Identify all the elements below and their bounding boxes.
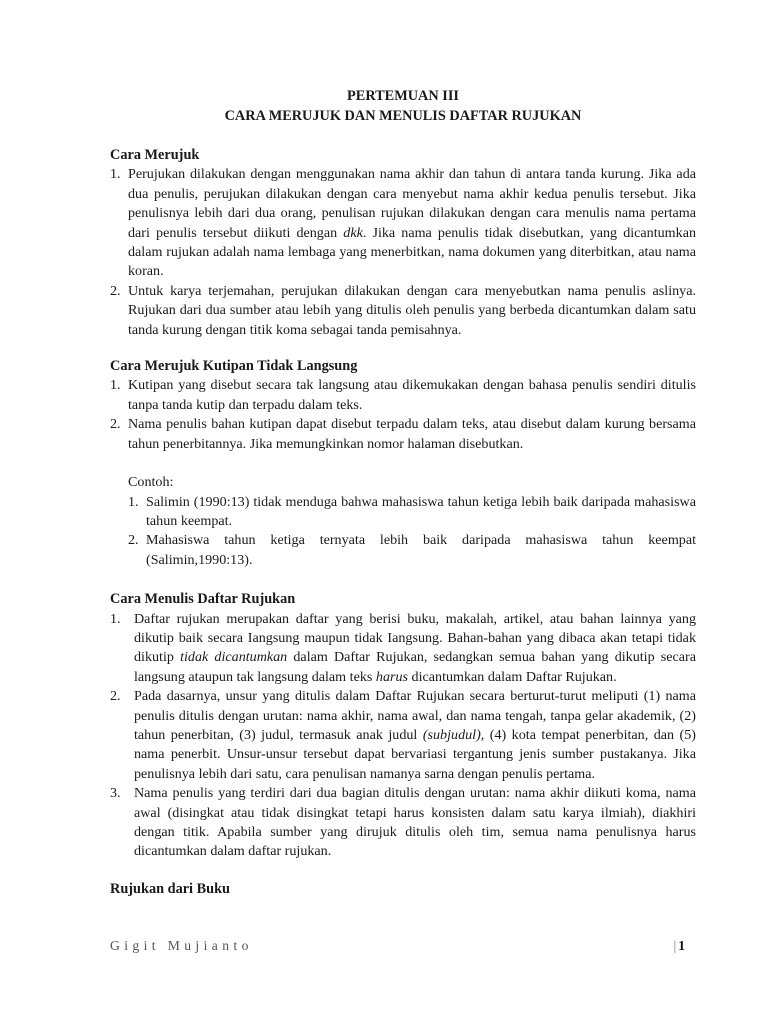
list-text: (4) kota tempat penerbitan, dan (5) nama penerbit. Unsur-unsur tersebut dapat bervariasi tergantung jenis sumber pustakanya. Jika penulisnya lebih dari satu, cara penulisan namanya sarna dengan penulis pertama. bbox=[134, 726, 696, 782]
list-number: 1. bbox=[110, 166, 121, 183]
list-text: dalam Daftar Rujukan, sedangkan semua bahan yang dikutip secara langsung ataupun tak langsung dalam teks bbox=[134, 649, 696, 685]
example-block bbox=[128, 473, 696, 570]
list-number: 1. bbox=[110, 377, 121, 394]
list-item bbox=[110, 165, 696, 281]
list-item bbox=[110, 415, 696, 454]
list-text: Mahasiswa tahun ketiga ternyata lebih baik daripada mahasiswa tahun keempat (Salimin,1990:13). bbox=[146, 532, 696, 568]
page-number bbox=[673, 938, 685, 954]
footer-author: Gigit Mujianto bbox=[110, 938, 253, 953]
section-heading: Rujukan dari Buku bbox=[110, 880, 230, 897]
section-rujukan-buku bbox=[110, 880, 696, 899]
section-daftar-rujukan bbox=[110, 590, 696, 862]
list-item bbox=[110, 784, 696, 862]
list-item bbox=[110, 282, 696, 340]
numbered-list bbox=[110, 165, 696, 340]
list-item bbox=[110, 610, 696, 688]
list-text-italic: dkk bbox=[343, 224, 363, 241]
page-number-value: 1 bbox=[678, 938, 685, 953]
list-text: Untuk karya terjemahan, perujukan dilakukan dengan cara menyebutkan nama penulis aslinya. Rujukan dari dua sumber atau lebih yang ditulis oleh penulis yang berbeda dicantumkan dalam satu tanda kurung dengan titik koma sebagai tanda pemisahnya. bbox=[128, 282, 696, 338]
list-text: Kutipan yang disebut secara tak langsung atau dikemukakan dengan bahasa penulis sendiri ditulis tanpa tanda kutip dan terpadu dalam teks. bbox=[128, 377, 696, 413]
list-text: Perujukan dilakukan dengan menggunakan nama akhir dan tahun di antara tanda kurung. Jika ada dua penulis, perujukan dilakukan dengan cara menyebut nama akhir kedua penulis tersebut. Jika penulisnya lebih dari dua orang, penulisan rujukan dilakukan dengan cara menulis nama pertama dari penulis tersebut diikuti dengan bbox=[128, 166, 696, 241]
list-text: Daftar rujukan merupakan daftar yang berisi buku, makalah, artikel, atau bahan lainnya yang dikutip baik secara Iangsung maupun tidak Iangsung. Bahan-bahan yang dibaca akan tetapi tidak dikutip bbox=[134, 610, 696, 666]
list-number: 2. bbox=[110, 282, 121, 299]
footer-separator: | bbox=[673, 938, 677, 953]
list-number: 1. bbox=[128, 493, 139, 510]
example-item bbox=[128, 531, 696, 570]
document-body bbox=[110, 86, 696, 899]
document-title-line-2: CARA MERUJUK DAN MENULIS DAFTAR RUJUKAN bbox=[224, 108, 582, 124]
list-number: 3. bbox=[110, 785, 121, 802]
example-label: Contoh: bbox=[128, 474, 174, 491]
list-text: . Jika nama penulis tidak disebutkan, yang dicantumkan dalam rujukan adalah nama lembaga yang menerbitkan, nama dokumen yang diterbitkan, atau nama koran. bbox=[128, 224, 696, 280]
example-list bbox=[128, 493, 696, 571]
document-title-line-1: PERTEMUAN III bbox=[347, 88, 459, 104]
numbered-list bbox=[110, 610, 696, 862]
list-text: Nama penulis bahan kutipan dapat disebut terpadu dalam teks, atau disebut dalam kurung bersama tahun penerbitannya. Jika memungkinkan nomor halaman disebutkan. bbox=[128, 416, 696, 452]
list-text-italic: (subjudul), bbox=[422, 726, 485, 743]
section-cara-merujuk bbox=[110, 146, 696, 340]
list-text-italic: harus bbox=[375, 668, 409, 685]
section-heading: Cara Merujuk bbox=[110, 147, 200, 163]
list-text: dicantumkan dalam Daftar Rujukan. bbox=[408, 668, 617, 685]
list-text: Nama penulis yang terdiri dari dua bagian ditulis dengan urutan: nama akhir diikuti koma, nama awal (disingkat atau tidak disingkat tetapi harus konsisten dalam satu karya ilmiah), diakhiri dengan titik. Apabila sumber yang dirujuk ditulis oleh tim, semua nama penulisnya harus dicantumkan dalam daftar rujukan. bbox=[134, 785, 696, 860]
section-kutipan-tidak-langsung bbox=[110, 357, 696, 570]
list-text: Pada dasarnya, unsur yang ditulis dalam Daftar Rujukan secara berturut-turut meliputi (1) nama penulis ditulis dengan urutan: nama akhir, nama awal, dan nama tengah, tanpa gelar akademik, (2) tahun penerbitan, (3) judul, termasuk anak judul bbox=[134, 688, 696, 743]
example-item bbox=[128, 493, 696, 532]
list-text-italic: tidak dicantumkan bbox=[180, 649, 288, 666]
list-item bbox=[110, 687, 696, 784]
list-item bbox=[110, 376, 696, 415]
list-number: 2. bbox=[128, 532, 139, 549]
list-number: 2. bbox=[110, 688, 121, 705]
list-text: Salimin (1990:13) tidak menduga bahwa mahasiswa tahun ketiga lebih baik daripada mahasiswa tahun keempat. bbox=[146, 493, 696, 529]
section-heading: Cara Menulis Daftar Rujukan bbox=[110, 591, 296, 608]
list-number: 1. bbox=[110, 610, 121, 627]
list-number: 2. bbox=[110, 416, 121, 433]
section-heading: Cara Merujuk Kutipan Tidak Langsung bbox=[110, 358, 358, 375]
page-footer bbox=[110, 938, 685, 958]
numbered-list bbox=[110, 376, 696, 454]
